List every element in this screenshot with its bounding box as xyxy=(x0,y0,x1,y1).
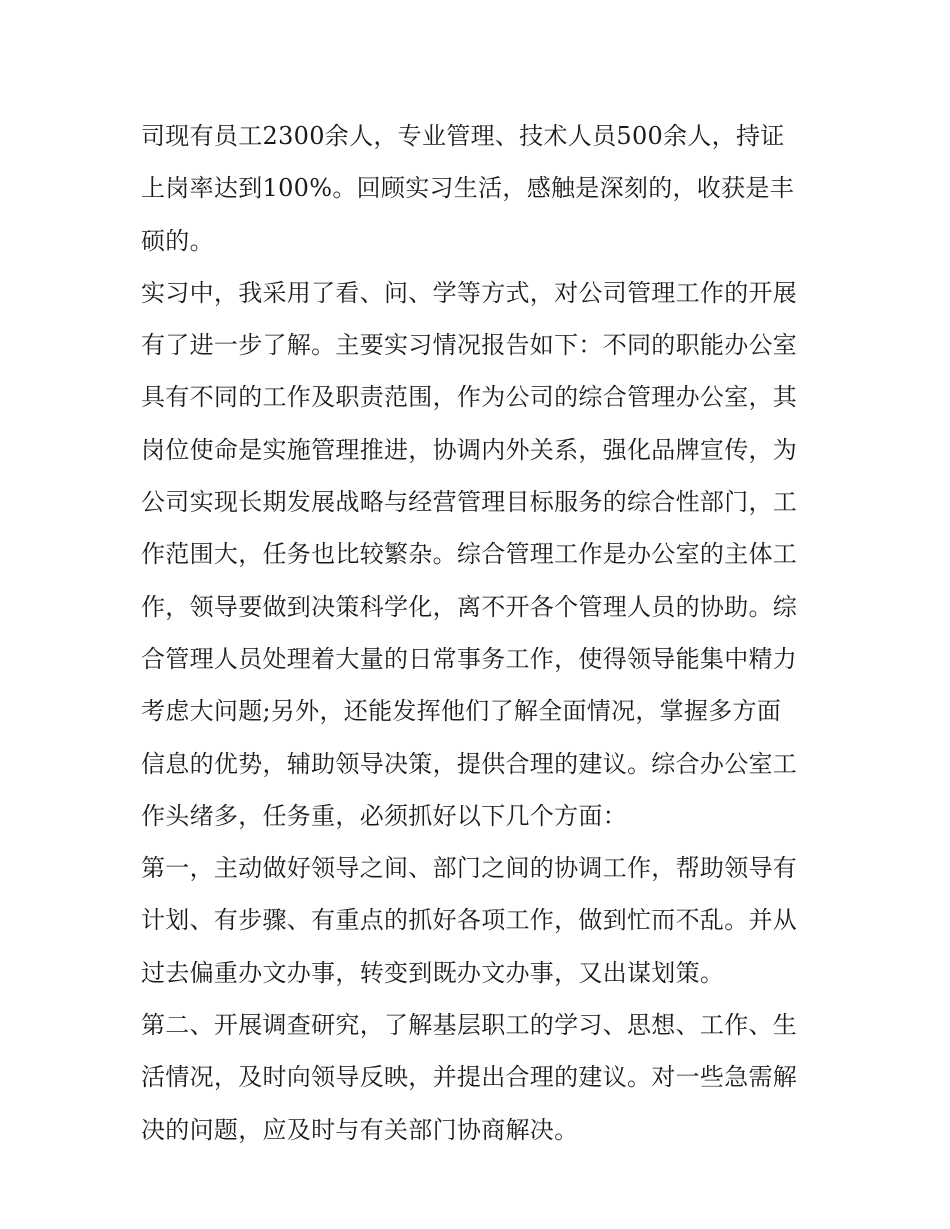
text-line: 实习中，我采用了看、问、学等方式，对公司管理工作的开展 xyxy=(141,278,798,307)
text-line: 决的问题，应及时与有关部门协商解决。 xyxy=(141,1115,579,1144)
text-line: 信息的优势，辅助领导决策，提供合理的建议。综合办公室工 xyxy=(141,749,798,778)
text-line: 作，领导要做到决策科学化，离不开各个管理人员的协助。综 xyxy=(141,592,798,621)
paragraph xyxy=(141,110,821,267)
text-line: 考虑大问题;另外，还能发挥他们了解全面情况，掌握多方面 xyxy=(141,697,782,726)
text-line: 硕的。 xyxy=(141,226,214,255)
document-body xyxy=(141,110,821,1156)
text-line: 公司实现长期发展战略与经营管理目标服务的综合性部门，工 xyxy=(141,488,798,517)
text-line: 第二、开展调查研究，了解基层职工的学习、思想、工作、生 xyxy=(141,1011,798,1040)
text-line: 活情况，及时向领导反映，并提出合理的建议。对一些急需解 xyxy=(141,1063,798,1092)
text-line: 岗位使命是实施管理推进，协调内外关系，强化品牌宣传，为 xyxy=(141,435,798,464)
text-line: 作头绪多，任务重，必须抓好以下几个方面： xyxy=(141,801,627,830)
paragraph xyxy=(141,842,821,999)
text-line: 合管理人员处理着大量的日常事务工作，使得领导能集中精力 xyxy=(141,644,798,673)
text-line: 司现有员工2300余人，专业管理、技术人员500余人，持证 xyxy=(141,122,785,150)
text-line: 上岗率达到100%。回顾实习生活，感触是深刻的，收获是丰 xyxy=(141,174,795,203)
text-line: 作范围大，任务也比较繁杂。综合管理工作是办公室的主体工 xyxy=(141,540,798,569)
text-line: 有了进一步了解。主要实习情况报告如下：不同的职能办公室 xyxy=(141,331,798,360)
text-line: 计划、有步骤、有重点的抓好各项工作，做到忙而不乱。并从 xyxy=(141,906,798,935)
paragraph xyxy=(141,999,821,1156)
text-line: 具有不同的工作及职责范围，作为公司的综合管理办公室，其 xyxy=(141,383,798,412)
paragraph xyxy=(141,267,821,842)
text-line: 过去偏重办文办事，转变到既办文办事，又出谋划策。 xyxy=(141,958,725,987)
text-line: 第一，主动做好领导之间、部门之间的协调工作，帮助领导有 xyxy=(141,854,798,883)
